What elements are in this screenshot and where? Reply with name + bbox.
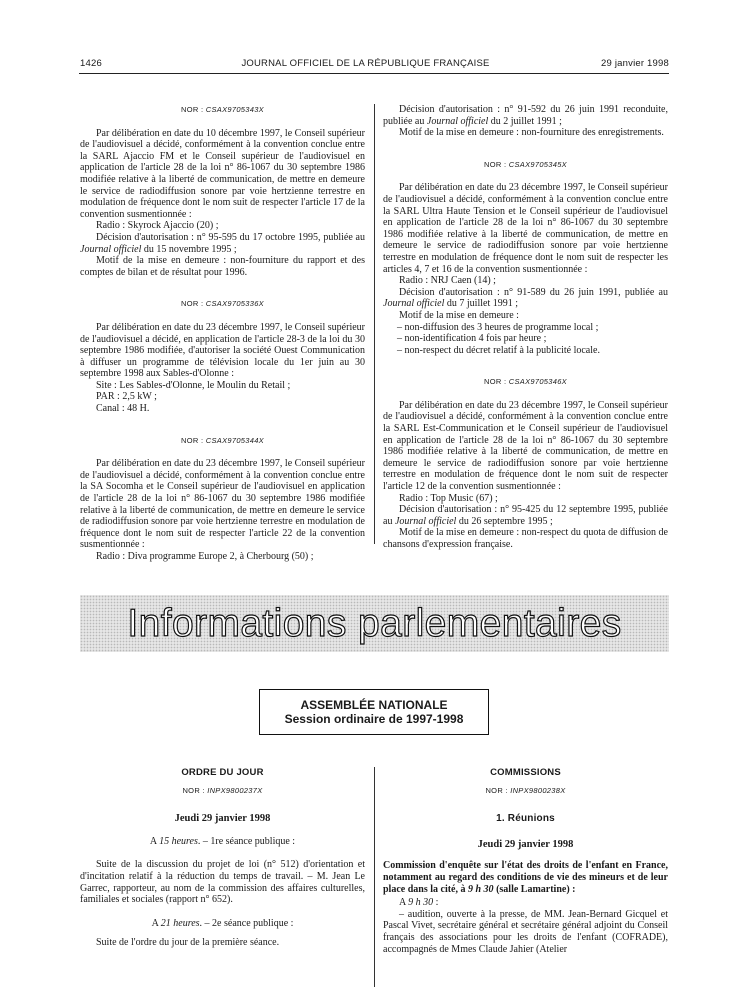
journal-title: JOURNAL OFFICIEL DE LA RÉPUBLIQUE FRANÇAISE [241, 58, 490, 69]
seance-first: A 15 heures. – 1re séance publique : [149, 835, 296, 847]
motif-item: – non-identification 4 fois par heure ; [397, 333, 547, 345]
notice-site: Site : Les Sables-d'Olonne, le Moulin du Retail ; [96, 379, 291, 391]
header-date: 29 janvier 1998 [601, 58, 669, 69]
notice-radio: Radio : Diva programme Europe 2, à Cherbourg (50) ; [96, 551, 314, 562]
assembly-session: Session ordinaire de 1997-1998 [284, 712, 464, 726]
nor-line: NOR : INPX9800237X [182, 785, 263, 795]
notice-paragraph: Par délibération en date du 23 décembre 1997, le Conseil supérieur de l'audiovisuel a décidé, conformément à la convention conclue entre la SA Socomha et le Conseil supérieur de l'audiovisuel en application de l'article 28 de la loi n° 86-1067 du 30 septembre 1986 modifiée relative à la liberté de communication, de mettre en demeure le service de radiodiffusion sonore par voie hertzienne terrestre en modulation de fréquence dont le nom suit de respecter l'article 22 de la convention susmentionnée : [80, 458, 365, 551]
nor-line: NOR : CSAX9705346X [484, 377, 567, 387]
commission-time: A 9 h 30 : [399, 897, 439, 909]
notice-motif: Motif de la mise en demeure : [399, 309, 519, 321]
notice-motif: Motif de la mise en demeure : non-respect du quota de diffusion de chansons d'expression française. [383, 527, 668, 550]
notice-continued [383, 104, 668, 139]
seance-second: A 21 heures. – 2e séance publique : [151, 917, 294, 929]
notice-radio: Radio : NRJ Caen (14) ; [399, 275, 496, 287]
notice-decision: Décision d'autorisation : n° 95-425 du 12 septembre 1995, publiée au Journal officiel du 26 septembre 1995 ; [383, 504, 668, 527]
nor-line: NOR : CSAX9705344X [181, 435, 264, 445]
nor-line: NOR : CSAX9705345X [484, 159, 567, 169]
motif-item: – non-respect du décret relatif à la publicité locale. [397, 344, 600, 356]
notice-radio: Radio : Skyrock Ajaccio (20) ; [96, 220, 219, 232]
notice-paragraph: Par délibération en date du 23 décembre 1997, le Conseil supérieur de l'audiovisuel a décidé, en application de l'article 28-3 de la loi du 30 septembre 1986 modifiée, d'autoriser la société Ouest Communication à diffuser un programme de télévision locale du 1er juin au 30 septembre 1998 aux Sables-d'Olonne : [80, 321, 365, 380]
banner-title: Informations parlementaires [127, 601, 622, 645]
notice-par: PAR : 2,5 kW ; [96, 391, 157, 403]
commission-title: Commission d'enquête sur l'état des droits de l'enfant en France, notamment au regard des conditions de vie des mineurs et de leur place dans la cité, à 9 h 30 (salle Lamartine) : [383, 860, 668, 895]
column-separator [374, 104, 375, 544]
header-rule [79, 73, 669, 74]
notice-top-music [383, 376, 668, 550]
motif-item: – non-diffusion des 3 heures de programme local ; [397, 321, 599, 333]
agenda-item: Suite de l'ordre du jour de la première séance. [96, 937, 280, 949]
notice-decision: Décision d'autorisation : n° 91-589 du 26 juin 1991, publiée au Journal officiel du 7 juillet 1991 ; [383, 286, 668, 310]
notice-motif: Motif de la mise en demeure : non-fourniture des enregistrements. [399, 127, 664, 139]
notice-socomha [80, 435, 365, 563]
notice-motif: Motif de la mise en demeure : non-fourniture du rapport et des comptes de bilan et de résultat pour 1996. [80, 255, 365, 278]
column-separator [374, 767, 375, 987]
page-number: 1426 [80, 58, 102, 69]
commission-item: – audition, ouverte à la presse, de MM. Jean-Bernard Gicquel et Pascal Vivet, secrétaire général et secrétaire général adjoint du Conseil français des associations pour les droits de l'enfant (COFRADE), accompagnés de Mmes Claude Jahier (Atelier [383, 908, 668, 955]
left-column [80, 104, 365, 583]
reunions-heading: 1. Réunions [496, 813, 555, 825]
ordre-du-jour-heading: ORDRE DU JOUR [181, 767, 264, 778]
notice-ajaccio [80, 104, 365, 278]
notice-paragraph: Par délibération en date du 23 décembre 1997, le Conseil supérieur de l'audiovisuel a décidé, conformément à la convention conclue entre la SARL Est-Communication et le Conseil supérieur de l'audiovisuel en application de l'article 28 de la loi n° 86-1067 du 30 septembre 1986 modifiée relative à la liberté de communication, de mettre en demeure le service de radiodiffusion sonore par voie hertzienne terrestre en modulation de fréquence dont le nom suit de respecter l'article 12 de la convention susmentionnée : [383, 399, 668, 493]
assembly-title: ASSEMBLÉE NATIONALE [300, 698, 448, 712]
assembly-box [259, 689, 489, 735]
commissions [383, 767, 668, 955]
notice-sables [80, 298, 365, 414]
nor-line: NOR : CSAX9705336X [181, 299, 264, 309]
notice-decision: Décision d'autorisation : n° 91-592 du 26 juin 1991 reconduite, publiée au Journal officiel du 2 juillet 1991 ; [383, 104, 668, 127]
notice-paragraph: Par délibération en date du 10 décembre 1997, le Conseil supérieur de l'audiovisuel a décidé, conformément à la convention conclue entre la SARL Ajaccio FM et le Conseil supérieur de l'audiovisuel en application de l'article 28 de la loi n° 86-1067 du 30 septembre 1986 modifiée relative à la liberté de communication, de mettre en demeure le service de radiodiffusion sonore par voie hertzienne terrestre en modulation de fréquence dont le nom suit de respecter l'article 17 de la convention susmentionnée : [80, 127, 365, 220]
agenda-item: Suite de la discussion du projet de loi (n° 512) d'orientation et d'incitation relatif à la réduction du temps de travail. – M. Jean Le Garrec, rapporteur, au nom de la commission des affaires culturelles, familiales et sociales (rapport n° 652). [80, 859, 365, 906]
notice-paragraph: Par délibération en date du 23 décembre 1997, le Conseil supérieur de l'audiovisuel a décidé, conformément à la convention conclue entre la SARL Ultra Haute Tension et le Conseil supérieur de l'audiovisuel en application de l'article 28 de la loi n° 86-1067 du 30 septembre 1986 modifiée relative à la liberté de communication, de mettre en demeure le service de radiodiffusion sonore par voie hertzienne terrestre en modulation de fréquence dont le nom suit de respecter les articles 4, 7 et 16 de la convention susmentionnée : [383, 182, 668, 275]
ordre-du-jour [80, 767, 365, 949]
nor-line: NOR : CSAX9705343X [181, 105, 264, 114]
right-column [383, 104, 668, 571]
notice-decision: Décision d'autorisation : n° 95-595 du 17 octobre 1995, publiée au Journal officiel du 15 novembre 1995 ; [80, 231, 365, 255]
session-date: Jeudi 29 janvier 1998 [174, 813, 271, 825]
commissions-heading: COMMISSIONS [490, 767, 561, 778]
nor-line: NOR : INPX9800238X [485, 785, 566, 795]
notice-nrj-caen [383, 159, 668, 357]
notice-radio: Radio : Top Music (67) ; [399, 492, 498, 504]
notice-canal: Canal : 48 H. [96, 403, 150, 415]
session-date: Jeudi 29 janvier 1998 [477, 838, 574, 850]
section-banner [80, 595, 669, 652]
